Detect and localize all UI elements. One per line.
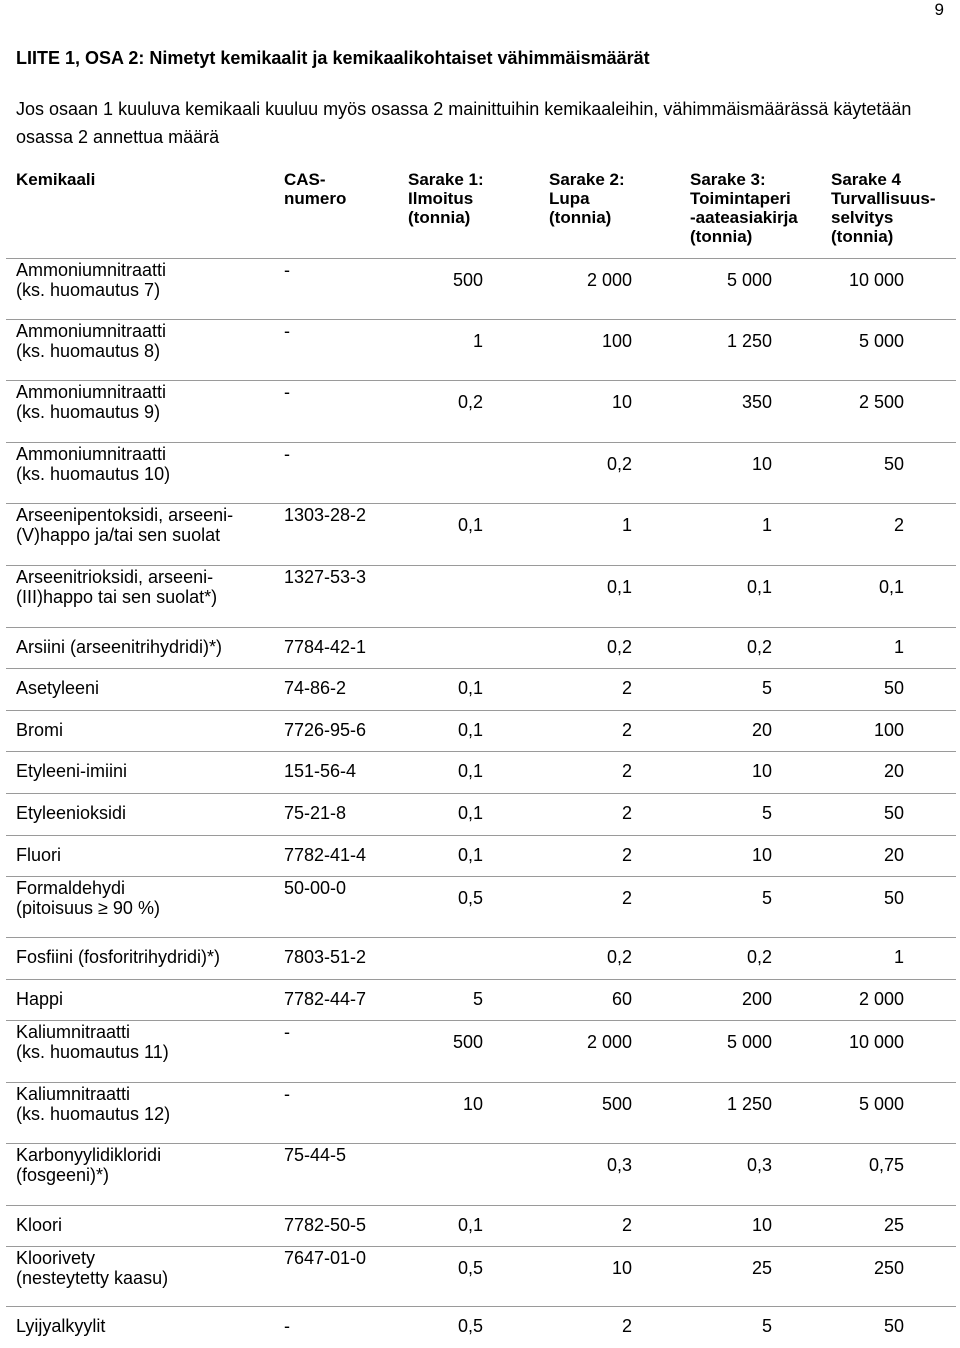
chemical-name: Kaliumnitraatti (ks. huomautus 11) bbox=[16, 1022, 169, 1062]
column-3-value: 350 bbox=[741, 392, 772, 412]
row-divider bbox=[6, 1205, 956, 1206]
column-2-value: 2 bbox=[621, 845, 632, 865]
column-3-value: 0,2 bbox=[746, 637, 772, 657]
cas-number: 1303-28-2 bbox=[284, 505, 367, 525]
chemical-name: Arseenipentoksidi, arseeni- (V)happo ja/tai sen suolat bbox=[16, 505, 234, 545]
column-3-value: 5 bbox=[761, 888, 772, 908]
header-column-1: Sarake 1: Ilmoitus (tonnia) bbox=[408, 170, 484, 227]
column-1-value: 0,5 bbox=[457, 1258, 483, 1278]
column-3-value: 10 bbox=[751, 845, 772, 865]
cas-number: 50-00-0 bbox=[284, 878, 347, 898]
column-4-value: 50 bbox=[883, 888, 904, 908]
row-divider bbox=[6, 979, 956, 980]
header-column-3: Sarake 3: Toimintaperi -aateasiakirja (tonnia) bbox=[690, 170, 798, 246]
chemical-name: Bromi bbox=[16, 720, 64, 740]
chemical-name: Asetyleeni bbox=[16, 678, 100, 698]
row-divider bbox=[6, 380, 956, 381]
cas-number: 7784-42-1 bbox=[284, 637, 367, 657]
row-divider bbox=[6, 751, 956, 752]
column-1-value: 0,5 bbox=[457, 1316, 483, 1336]
column-4-value: 1 bbox=[893, 947, 904, 967]
column-4-value: 250 bbox=[873, 1258, 904, 1278]
cas-number: - bbox=[284, 1022, 290, 1042]
column-4-value: 20 bbox=[883, 761, 904, 781]
column-1-value: 0,5 bbox=[457, 888, 483, 908]
column-4-value: 0,75 bbox=[868, 1155, 904, 1175]
chemical-name: Ammoniumnitraatti (ks. huomautus 9) bbox=[16, 382, 167, 422]
column-3-value: 10 bbox=[751, 761, 772, 781]
chemical-name: Happi bbox=[16, 989, 64, 1009]
column-4-value: 10 000 bbox=[848, 270, 904, 290]
table-row bbox=[0, 627, 960, 668]
chemical-name: Karbonyylidikloridi (fosgeeni)*) bbox=[16, 1145, 162, 1185]
chemical-name: Lyijyalkyylit bbox=[16, 1316, 106, 1336]
table-row bbox=[0, 1143, 960, 1205]
row-divider bbox=[6, 668, 956, 669]
column-2-value: 2 000 bbox=[586, 270, 632, 290]
row-divider bbox=[6, 1082, 956, 1083]
column-2-value: 60 bbox=[611, 989, 632, 1009]
table-row bbox=[0, 1082, 960, 1143]
column-4-value: 50 bbox=[883, 454, 904, 474]
header-cas: CAS- numero bbox=[284, 170, 347, 208]
column-4-value: 2 000 bbox=[858, 989, 904, 1009]
column-4-value: 10 000 bbox=[848, 1032, 904, 1052]
column-3-value: 5 000 bbox=[726, 270, 772, 290]
column-2-value: 0,2 bbox=[606, 454, 632, 474]
row-divider bbox=[6, 876, 956, 877]
table-row bbox=[0, 876, 960, 937]
chemical-name: Ammoniumnitraatti (ks. huomautus 10) bbox=[16, 444, 171, 484]
table-row bbox=[0, 319, 960, 380]
intro-paragraph: Jos osaan 1 kuuluva kemikaali kuuluu myös osassa 2 mainittuihin kemikaaleihin, vähimmäismäärässä käytetään osassa 2 annettua määrä bbox=[16, 99, 912, 147]
row-divider bbox=[6, 627, 956, 628]
column-2-value: 100 bbox=[601, 331, 632, 351]
table-row bbox=[0, 793, 960, 835]
column-4-value: 50 bbox=[883, 1316, 904, 1336]
row-divider bbox=[6, 835, 956, 836]
column-1-value: 0,1 bbox=[457, 1215, 483, 1235]
column-3-value: 0,3 bbox=[746, 1155, 772, 1175]
column-1-value: 0,1 bbox=[457, 803, 483, 823]
table-row bbox=[0, 979, 960, 1020]
row-divider bbox=[6, 1020, 956, 1021]
cas-number: - bbox=[284, 444, 290, 464]
row-divider bbox=[6, 710, 956, 711]
column-2-value: 2 bbox=[621, 888, 632, 908]
table-row bbox=[0, 565, 960, 627]
column-3-value: 1 250 bbox=[726, 331, 772, 351]
chemical-name: Kloori bbox=[16, 1215, 63, 1235]
table-header bbox=[0, 170, 960, 254]
row-divider bbox=[6, 503, 956, 504]
column-3-value: 0,1 bbox=[746, 577, 772, 597]
cas-number: - bbox=[284, 1316, 290, 1336]
chemical-name: Etyleenioksidi bbox=[16, 803, 127, 823]
row-divider bbox=[6, 1246, 956, 1247]
row-divider bbox=[6, 319, 956, 320]
table-row bbox=[0, 380, 960, 442]
cas-number: 74-86-2 bbox=[284, 678, 347, 698]
column-1-value: 500 bbox=[452, 1032, 483, 1052]
chemical-name: Arsiini (arseenitrihydridi)*) bbox=[16, 637, 223, 657]
column-4-value: 20 bbox=[883, 845, 904, 865]
column-1-value: 0,2 bbox=[457, 392, 483, 412]
column-4-value: 5 000 bbox=[858, 1094, 904, 1114]
column-2-value: 10 bbox=[611, 392, 632, 412]
table-row bbox=[0, 710, 960, 751]
column-2-value: 0,1 bbox=[606, 577, 632, 597]
row-divider bbox=[6, 1306, 956, 1307]
column-4-value: 50 bbox=[883, 678, 904, 698]
chemical-name: Ammoniumnitraatti (ks. huomautus 7) bbox=[16, 260, 167, 300]
column-4-value: 100 bbox=[873, 720, 904, 740]
column-3-value: 1 bbox=[761, 515, 772, 535]
cas-number: 7803-51-2 bbox=[284, 947, 367, 967]
column-4-value: 50 bbox=[883, 803, 904, 823]
column-4-value: 0,1 bbox=[878, 577, 904, 597]
row-divider bbox=[6, 565, 956, 566]
page-number: 9 bbox=[934, 0, 944, 19]
table-row bbox=[0, 835, 960, 876]
row-divider bbox=[6, 258, 956, 259]
column-3-value: 5 bbox=[761, 803, 772, 823]
chemical-name: Etyleeni-imiini bbox=[16, 761, 128, 781]
column-2-value: 2 bbox=[621, 678, 632, 698]
column-1-value: 0,1 bbox=[457, 678, 483, 698]
row-divider bbox=[6, 937, 956, 938]
cas-number: 7782-50-5 bbox=[284, 1215, 367, 1235]
row-divider bbox=[6, 1143, 956, 1144]
table-row bbox=[0, 442, 960, 503]
column-4-value: 1 bbox=[893, 637, 904, 657]
chemical-name: Fluori bbox=[16, 845, 62, 865]
cas-number: 7647-01-0 bbox=[284, 1248, 367, 1268]
header-column-2: Sarake 2: Lupa (tonnia) bbox=[549, 170, 625, 227]
chemical-name: Ammoniumnitraatti (ks. huomautus 8) bbox=[16, 321, 167, 361]
cas-number: 75-21-8 bbox=[284, 803, 347, 823]
column-1-value: 0,1 bbox=[457, 761, 483, 781]
table-row bbox=[0, 1246, 960, 1306]
column-3-value: 25 bbox=[751, 1258, 772, 1278]
column-3-value: 1 250 bbox=[726, 1094, 772, 1114]
page-title: LIITE 1, OSA 2: Nimetyt kemikaalit ja kemikaalikohtaiset vähimmäismäärät bbox=[16, 48, 650, 68]
column-2-value: 2 bbox=[621, 761, 632, 781]
cas-number: - bbox=[284, 260, 290, 280]
column-2-value: 500 bbox=[601, 1094, 632, 1114]
column-2-value: 1 bbox=[621, 515, 632, 535]
cas-number: 75-44-5 bbox=[284, 1145, 347, 1165]
chemical-name: Kloorivety (nesteytetty kaasu) bbox=[16, 1248, 169, 1288]
column-4-value: 5 000 bbox=[858, 331, 904, 351]
chemical-name: Arseenitrioksidi, arseeni- (III)happo tai sen suolat*) bbox=[16, 567, 218, 607]
cas-number: 7782-41-4 bbox=[284, 845, 367, 865]
column-3-value: 0,2 bbox=[746, 947, 772, 967]
table-row bbox=[0, 937, 960, 979]
column-4-value: 2 500 bbox=[858, 392, 904, 412]
column-4-value: 25 bbox=[883, 1215, 904, 1235]
table-row bbox=[0, 1306, 960, 1346]
column-2-value: 10 bbox=[611, 1258, 632, 1278]
row-divider bbox=[6, 442, 956, 443]
table-row bbox=[0, 1205, 960, 1246]
cas-number: 7782-44-7 bbox=[284, 989, 367, 1009]
table-row bbox=[0, 1020, 960, 1082]
column-2-value: 0,2 bbox=[606, 947, 632, 967]
column-3-value: 10 bbox=[751, 454, 772, 474]
cas-number: 7726-95-6 bbox=[284, 720, 367, 740]
chemical-name: Formaldehydi (pitoisuus ≥ 90 %) bbox=[16, 878, 160, 918]
cas-number: - bbox=[284, 321, 290, 341]
cas-number: - bbox=[284, 382, 290, 402]
column-4-value: 2 bbox=[893, 515, 904, 535]
table-row bbox=[0, 503, 960, 565]
column-1-value: 10 bbox=[462, 1094, 483, 1114]
column-2-value: 2 bbox=[621, 720, 632, 740]
chemical-name: Fosfiini (fosforitrihydridi)*) bbox=[16, 947, 221, 967]
column-3-value: 5 000 bbox=[726, 1032, 772, 1052]
cas-number: - bbox=[284, 1084, 290, 1104]
table-row bbox=[0, 668, 960, 710]
column-1-value: 500 bbox=[452, 270, 483, 290]
row-divider bbox=[6, 793, 956, 794]
column-3-value: 5 bbox=[761, 1316, 772, 1336]
column-2-value: 2 bbox=[621, 1215, 632, 1235]
table-row bbox=[0, 751, 960, 793]
header-column-4: Sarake 4 Turvallisuus- selvitys (tonnia) bbox=[831, 170, 936, 246]
header-chemical: Kemikaali bbox=[16, 170, 96, 189]
cas-number: 1327-53-3 bbox=[284, 567, 367, 587]
column-3-value: 5 bbox=[761, 678, 772, 698]
column-2-value: 2 bbox=[621, 803, 632, 823]
column-3-value: 200 bbox=[741, 989, 772, 1009]
column-1-value: 1 bbox=[472, 331, 483, 351]
column-1-value: 0,1 bbox=[457, 720, 483, 740]
column-2-value: 2 bbox=[621, 1316, 632, 1336]
cas-number: 151-56-4 bbox=[284, 761, 357, 781]
column-2-value: 2 000 bbox=[586, 1032, 632, 1052]
column-1-value: 5 bbox=[472, 989, 483, 1009]
column-2-value: 0,2 bbox=[606, 637, 632, 657]
column-3-value: 20 bbox=[751, 720, 772, 740]
column-1-value: 0,1 bbox=[457, 845, 483, 865]
column-2-value: 0,3 bbox=[606, 1155, 632, 1175]
chemical-name: Kaliumnitraatti (ks. huomautus 12) bbox=[16, 1084, 171, 1124]
column-3-value: 10 bbox=[751, 1215, 772, 1235]
table-row bbox=[0, 258, 960, 319]
column-1-value: 0,1 bbox=[457, 515, 483, 535]
